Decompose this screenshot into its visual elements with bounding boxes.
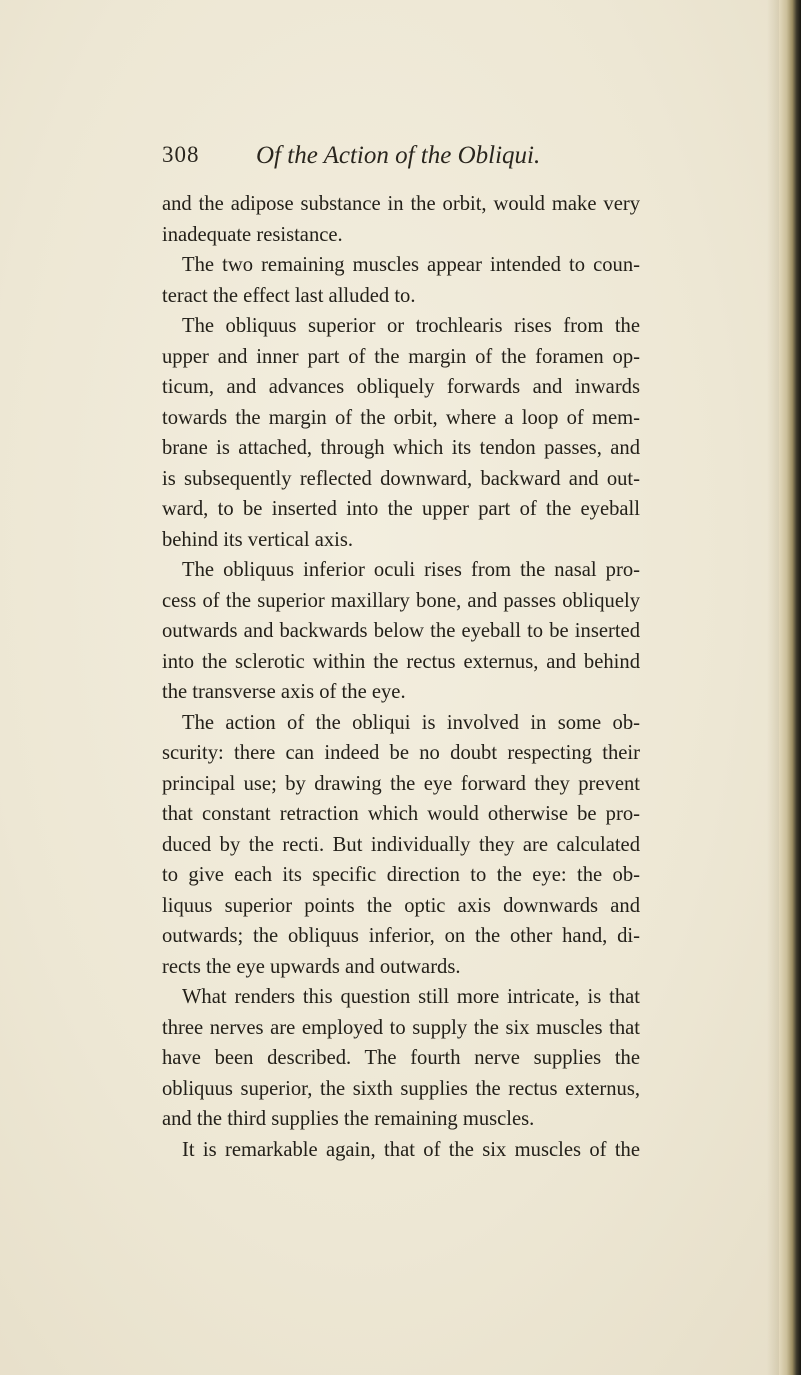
running-title: Of the Action of the Obliqui. [256, 142, 541, 169]
text-line: outwards and backwards below the eyeball to be inserted [162, 620, 640, 642]
text-line: and the third supplies the remaining muscles. [162, 1108, 535, 1130]
text-line: behind its vertical axis. [162, 528, 354, 551]
text-line: duced by the recti. But individually they are calculated [162, 833, 640, 856]
text-line: It is remarkable again, that of the six muscles of the [182, 1138, 640, 1161]
body-text [162, 189, 640, 1165]
text-line: into the sclerotic within the rectus externus, and behind [162, 650, 640, 673]
text-line: principal use; by drawing the eye forward they prevent [162, 772, 640, 795]
text-line: towards the margin of the orbit, where a loop of mem- [162, 406, 640, 429]
text-line: rects the eye upwards and outwards. [162, 955, 461, 978]
text-line: the transverse axis of the eye. [162, 681, 406, 703]
text-line: The action of the obliqui is involved in some ob- [182, 711, 640, 734]
gutter-shadow [767, 0, 779, 1375]
text-line: inadequate resistance. [162, 223, 343, 246]
text-line: three nerves are employed to supply the six muscles that [162, 1016, 640, 1039]
text-line: liquus superior points the optic axis downwards and [162, 894, 640, 917]
text-line: that constant retraction which would otherwise be pro- [162, 803, 640, 825]
text-line: have been described. The fourth nerve supplies the [162, 1047, 640, 1069]
text-line: teract the effect last alluded to. [162, 284, 416, 307]
text-line: brane is attached, through which its tendon passes, and [162, 437, 640, 459]
text-line: is subsequently reflected downward, backward and out- [162, 467, 640, 490]
text-line: cess of the superior maxillary bone, and passes obliquely [162, 589, 640, 612]
text-line: to give each its specific direction to the eye: the ob- [162, 864, 640, 886]
text-line: upper and inner part of the margin of the foramen op- [162, 345, 640, 368]
page-number: 308 [162, 142, 200, 167]
text-line: ticum, and advances obliquely forwards and inwards [162, 376, 640, 398]
text-line: outwards; the obliquus inferior, on the other hand, di- [162, 925, 640, 947]
text-line: scurity: there can indeed be no doubt respecting their [162, 742, 640, 764]
text-line: obliquus superior, the sixth supplies the rectus externus, [162, 1077, 640, 1100]
text-line: The two remaining muscles appear intended to coun- [182, 254, 640, 276]
text-line: and the adipose substance in the orbit, would make very [162, 193, 640, 215]
book-spine-edge [779, 0, 801, 1375]
running-head [0, 142, 801, 182]
text-line: The obliquus superior or trochlearis rises from the [182, 315, 640, 337]
text-line: The obliquus inferior oculi rises from the nasal pro- [182, 559, 640, 581]
text-line: What renders this question still more intricate, is that [182, 986, 640, 1008]
text-line: ward, to be inserted into the upper part of the eyeball [162, 498, 640, 520]
